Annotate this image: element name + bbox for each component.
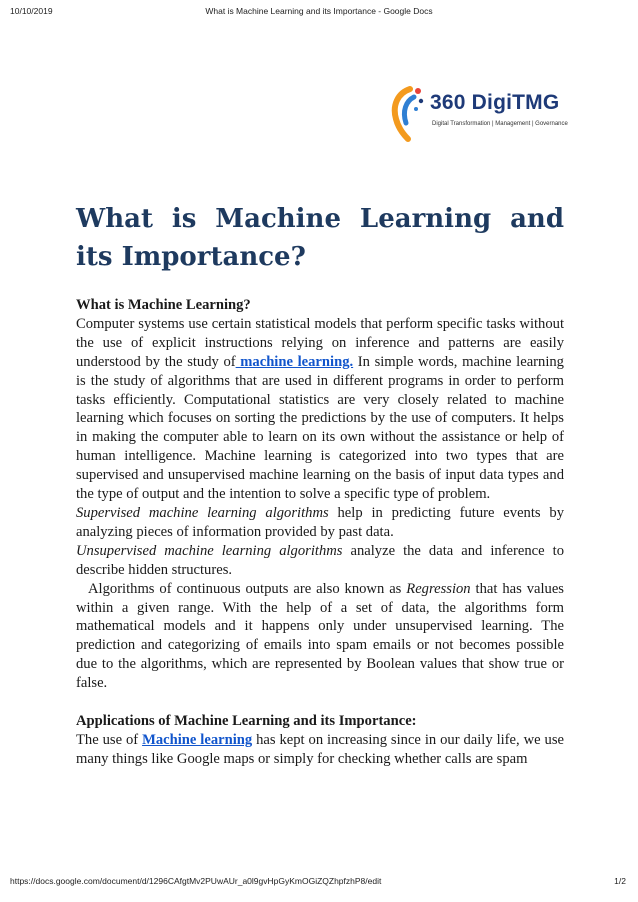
machine-learning-link-2[interactable]: Machine learning xyxy=(142,731,253,748)
paragraph-text: Computer systems use certain statistical models that perform specific tasks without the use of explicit instructions relying on inference and patterns are easily understood by the study of xyxy=(76,315,564,370)
paragraph-regression xyxy=(76,580,564,693)
machine-learning-link[interactable]: machine learning. xyxy=(235,353,354,370)
logo-tagline: Digital Transformation | Management | Governance xyxy=(432,121,568,127)
paragraph-unsupervised xyxy=(76,542,564,580)
paragraph-text: that has values within a given range. With the help of a set of data, the algorithms form mathematical models and it happens only under unsupervised learning. The prediction and categorizing of emails into spam emails or not becomes possible due to the algorithms, which are represented by Boolean values that show true or false. xyxy=(76,580,564,692)
paragraph-text: Algorithms of continuous outputs are also known as xyxy=(88,580,407,597)
print-url: https://docs.google.com/document/d/1296CAfgtMv2PUwAUr_a0l9gvHpGyKmOGiZQZhpfzhP8/edit xyxy=(10,876,382,886)
paragraph-text: help in predicting future events by analyzing pieces of information provided by past data. xyxy=(76,504,565,540)
section-heading-applications: Applications of Machine Learning and its Importance: xyxy=(76,712,417,729)
emphasis-unsupervised: Unsupervised machine learning algorithms xyxy=(76,542,343,559)
print-document-title: What is Machine Learning and its Importance - Google Docs xyxy=(205,6,433,16)
document-body xyxy=(76,296,564,769)
logo-mark-icon xyxy=(388,83,428,145)
paragraph-text: The use of xyxy=(76,731,143,748)
section-heading-what-is-ml: What is Machine Learning? xyxy=(76,297,251,313)
print-date: 10/10/2019 xyxy=(10,6,53,16)
logo-name: 360 DigiTMG xyxy=(430,91,560,114)
company-logo xyxy=(388,83,598,145)
paragraph-applications xyxy=(76,731,564,769)
emphasis-supervised: Supervised machine learning algorithms xyxy=(76,504,329,521)
page-number: 1/2 xyxy=(614,876,626,886)
paragraph-text: In simple words, machine learning is the study of algorithms that are used in different programs in order to perform tasks efficiently. Computational statistics are very closely related to machine learning which focuses on sorting the predictions by the use of computers. It helps in making the computer able to learn on its own without the assistance or help of human intelligence. Machine learning is categorized into two types that are supervised and unsupervised machine learning on the basis of input data types and the type of output and the intention to solve a specific type of problem. xyxy=(76,353,564,503)
paragraph-intro xyxy=(76,315,564,504)
emphasis-regression: Regression xyxy=(406,580,471,597)
document-title: What is Machine Learning and its Importance? xyxy=(76,204,564,272)
paragraph-supervised xyxy=(76,504,564,542)
paragraph-text: analyze the data and inference to describe hidden structures. xyxy=(76,542,564,578)
paragraph-text: has kept on increasing since in our daily life, we use many things like Google maps or simply for checking whether calls are spam xyxy=(76,731,564,767)
